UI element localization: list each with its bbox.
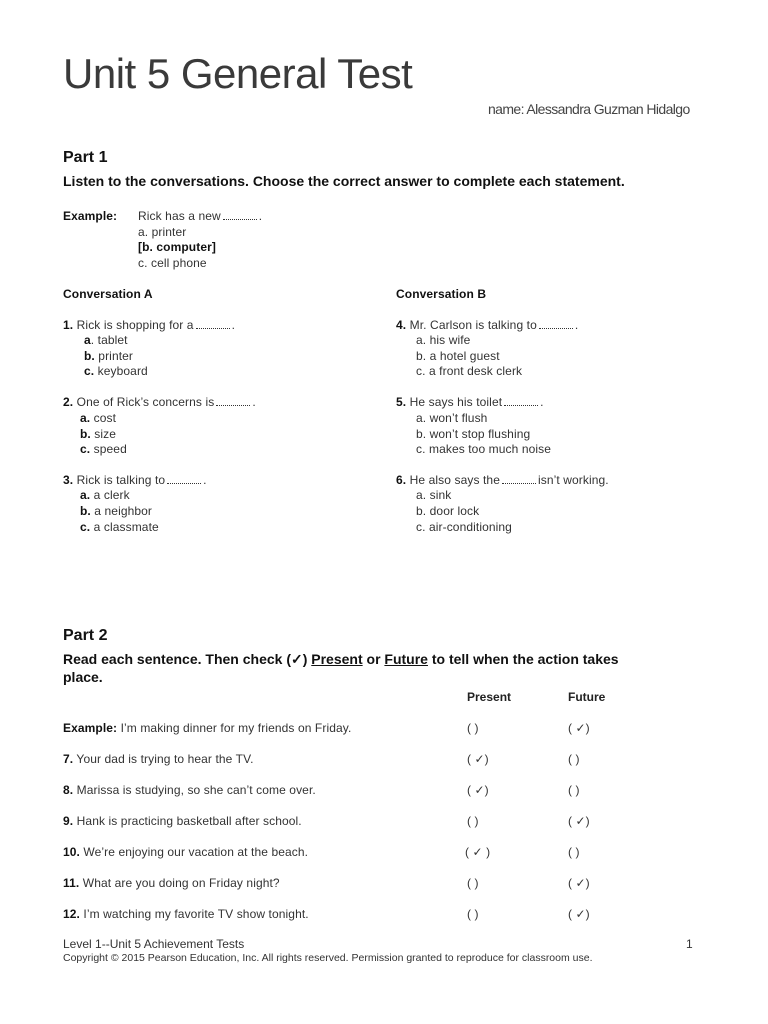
question-4-option-a: a. his wife: [416, 333, 471, 347]
table-row: 11. What are you doing on Friday night?: [63, 876, 280, 890]
question-3-option-b: b. a neighbor: [80, 504, 153, 518]
question-3-option-c: c. a classmate: [80, 520, 159, 534]
table-row: 10. We’re enjoying our vacation at the beach.: [63, 845, 309, 859]
future-checkbox[interactable]: ( ): [568, 752, 580, 766]
example-stem: Rick has a new .: [138, 209, 263, 223]
part2-instruction: Read each sentence. Then check (✓) Present or Future to tell when the action takes: [63, 651, 619, 667]
answer-blank: [539, 319, 573, 329]
table-row: 8. Marissa is studying, so she can’t come over.: [63, 783, 316, 797]
present-column-header: Present: [467, 690, 512, 704]
present-checkbox[interactable]: ( ✓ ): [465, 845, 491, 859]
answer-blank: [223, 210, 257, 220]
present-checkbox[interactable]: ( ✓): [467, 783, 489, 797]
present-checkbox[interactable]: ( ): [467, 907, 479, 921]
question-1-option-a: a. tablet: [84, 333, 128, 347]
question-1: 1. Rick is shopping for a .: [63, 318, 236, 332]
present-checkbox[interactable]: ( ): [467, 721, 479, 735]
question-2-option-c: c. speed: [80, 442, 127, 456]
table-row: 7. Your dad is trying to hear the TV.: [63, 752, 254, 766]
question-6-option-b: b. door lock: [416, 504, 480, 518]
example-option-b: [b. computer]: [138, 240, 216, 254]
question-4-option-b: b. a hotel guest: [416, 349, 500, 363]
future-column-header: Future: [568, 690, 606, 704]
question-6-option-c: c. air-conditioning: [416, 520, 512, 534]
question-5-option-c: c. makes too much noise: [416, 442, 552, 456]
question-3-option-a: a. a clerk: [80, 488, 130, 502]
answer-blank: [167, 474, 201, 484]
table-row: Example: I’m making dinner for my friends on Friday.: [63, 721, 352, 735]
question-4-option-c: c. a front desk clerk: [416, 364, 523, 378]
conversation-a-heading: Conversation A: [63, 287, 153, 301]
part2-heading: Part 2: [63, 627, 108, 644]
question-2-option-b: b. size: [80, 427, 117, 441]
future-checkbox[interactable]: ( ✓): [568, 876, 590, 890]
example-option-a: a. printer: [138, 225, 187, 239]
footer-title: Level 1--Unit 5 Achievement Tests: [63, 937, 245, 951]
question-5-option-b: b. won’t stop flushing: [416, 427, 531, 441]
student-name: name: Alessandra Guzman Hidalgo: [488, 101, 690, 117]
answer-blank: [504, 396, 538, 406]
copyright-notice: Copyright © 2015 Pearson Education, Inc. All rights reserved. Permission granted to reproduce for classroom use.: [63, 952, 593, 964]
question-2: 2. One of Rick’s concerns is .: [63, 395, 256, 409]
future-checkbox[interactable]: ( ✓): [568, 814, 590, 828]
table-row: 9. Hank is practicing basketball after school.: [63, 814, 302, 828]
question-6: 6. He also says the isn’t working.: [396, 473, 609, 487]
page-number: 1: [686, 937, 693, 951]
future-checkbox[interactable]: ( ): [568, 845, 580, 859]
question-5: 5. He says his toilet .: [396, 395, 544, 409]
page-title: Unit 5 General Test: [63, 50, 413, 97]
part2-instruction-line2: place.: [63, 669, 103, 685]
question-1-option-c: c. keyboard: [84, 364, 148, 378]
part1-instruction: Listen to the conversations. Choose the correct answer to complete each statement.: [63, 173, 625, 189]
example-label: Example:: [63, 209, 118, 223]
answer-blank: [196, 319, 230, 329]
conversation-b-heading: Conversation B: [396, 287, 487, 301]
example-option-c: c. cell phone: [138, 256, 207, 270]
answer-blank: [216, 396, 250, 406]
future-checkbox[interactable]: ( ): [568, 783, 580, 797]
question-5-option-a: a. won’t flush: [416, 411, 488, 425]
answer-blank: [502, 474, 536, 484]
present-checkbox[interactable]: ( ): [467, 814, 479, 828]
table-row: 12. I’m watching my favorite TV show tonight.: [63, 907, 309, 921]
question-4: 4. Mr. Carlson is talking to .: [396, 318, 579, 332]
question-3: 3. Rick is talking to .: [63, 473, 207, 487]
question-2-option-a: a. cost: [80, 411, 117, 425]
present-checkbox[interactable]: ( ): [467, 876, 479, 890]
question-6-option-a: a. sink: [416, 488, 452, 502]
present-checkbox[interactable]: ( ✓): [467, 752, 489, 766]
part1-heading: Part 1: [63, 149, 108, 166]
question-1-option-b: b. printer: [84, 349, 134, 363]
future-checkbox[interactable]: ( ✓): [568, 907, 590, 921]
future-checkbox[interactable]: ( ✓): [568, 721, 590, 735]
